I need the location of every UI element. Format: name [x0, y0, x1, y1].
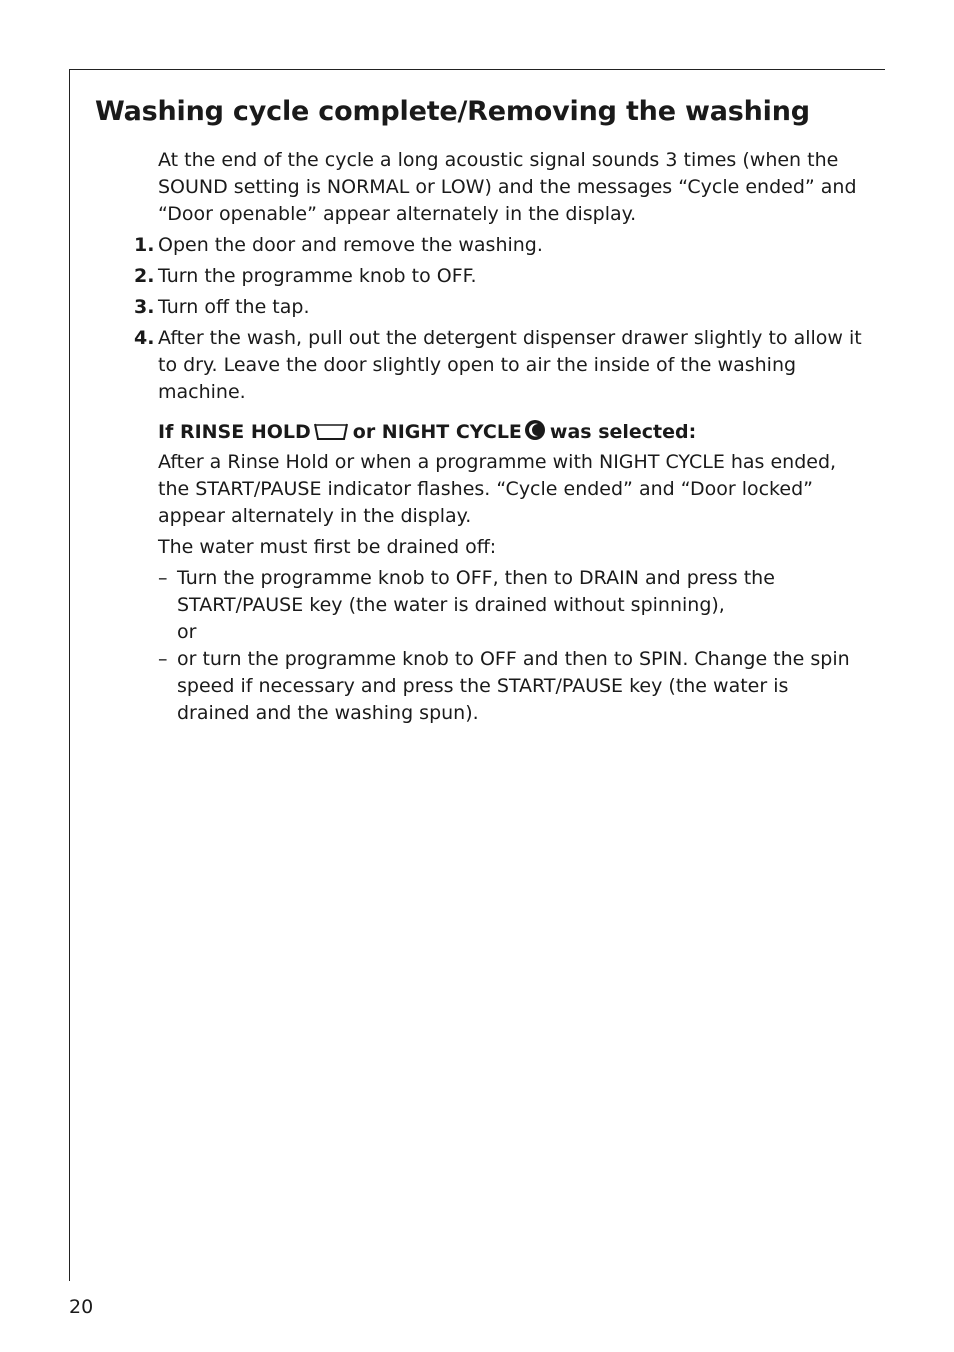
list-item — [134, 263, 863, 290]
step-number: 4. — [134, 327, 155, 349]
step-text: After the wash, pull out the detergent dispenser drawer slightly to allow it to dry. Leave the door slightly open to air the inside of the washing machine. — [158, 327, 862, 403]
note-heading — [158, 419, 863, 449]
list-item — [134, 294, 863, 321]
note-heading-part: or NIGHT CYCLE — [352, 421, 522, 443]
list-item — [158, 646, 863, 727]
drain-intro: The water must first be drained off: — [158, 536, 497, 558]
note-heading-part: If RINSE HOLD — [158, 421, 311, 443]
option-text: or turn the programme knob to OFF and then to SPIN. Change the spin speed if necessary and press the START/PAUSE key (the water is drained and the washing spun). — [177, 648, 850, 724]
step-text: Open the door and remove the washing. — [158, 234, 543, 256]
left-rule — [69, 69, 70, 1281]
top-rule — [69, 69, 885, 70]
list-item — [134, 325, 863, 406]
step-number: 2. — [134, 265, 155, 287]
rinse-hold-icon — [313, 421, 349, 449]
step-text: Turn off the tap. — [158, 296, 310, 318]
option-extra: or — [177, 621, 197, 643]
page-number: 20 — [69, 1296, 94, 1318]
dash-marker: – — [158, 648, 168, 670]
dash-marker: – — [158, 567, 168, 589]
steps-list — [134, 232, 863, 406]
note-block — [158, 419, 863, 530]
step-number: 3. — [134, 296, 155, 318]
intro-paragraph: At the end of the cycle a long acoustic signal sounds 3 times (when the SOUND setting is NORMAL or LOW) and the messages “Cycle ended” and “Door openable” appear alternately in the display. — [158, 149, 857, 225]
step-number: 1. — [134, 234, 155, 256]
list-item — [134, 232, 863, 259]
note-heading-part: was selected: — [549, 421, 697, 443]
note-text: After a Rinse Hold or when a programme with NIGHT CYCLE has ended, the START/PAUSE indicator flashes. “Cycle ended” and “Door locked” appear alternately in the display. — [158, 451, 837, 527]
option-text: Turn the programme knob to OFF, then to DRAIN and press the START/PAUSE key (the water is drained without spinning), — [177, 567, 775, 616]
section-heading: Washing cycle complete/Removing the washing — [95, 96, 810, 127]
list-item — [158, 565, 863, 646]
night-cycle-icon — [524, 419, 546, 449]
section-body — [134, 147, 863, 727]
step-text: Turn the programme knob to OFF. — [158, 265, 477, 287]
drain-options-list — [158, 565, 863, 727]
